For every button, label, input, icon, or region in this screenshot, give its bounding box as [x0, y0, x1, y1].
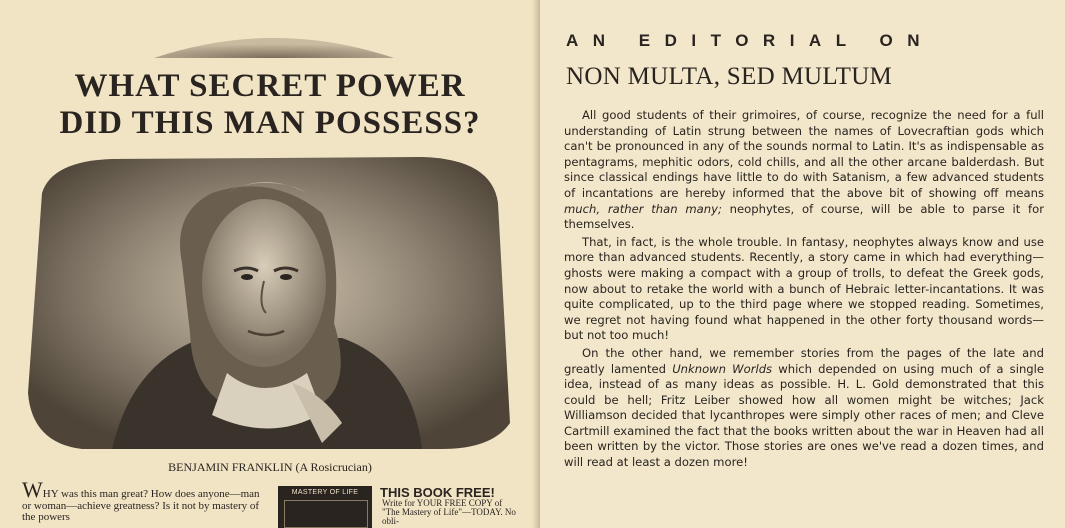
paragraph-2-text-a: That, in fact, is the whole trouble. In fantasy, neophytes always know and use more than advanced students. Recently, a story came in which had everything—ghosts were making a compact with a group of trolls, to defeat the Greek gods, now about to retake the world with a bunch of Hebraic letter-incantations. It was quite complicated, up to the third page where we stopped reading. Sometimes, we regret not having found what happened in the other forty thousand words—but not too much!: [564, 234, 1044, 343]
paragraph-3-text-a: On the other hand, we remember stories from the pages of the late and greatly lamented: [564, 345, 1044, 376]
free-book-offer-text: Write for YOUR FREE COPY of "The Mastery of Life"—TODAY. No obli-: [382, 498, 516, 526]
book-cover-label: MASTERY OF LIFE: [291, 489, 359, 496]
free-book-title: THIS BOOK FREE!: [380, 485, 495, 500]
editorial-kicker: AN EDITORIAL ON: [566, 31, 934, 50]
paragraph-1: [564, 108, 1044, 233]
paragraph-1-emphasis: much, rather than many;: [564, 201, 722, 216]
headline-line-2: DID THIS MAN POSSESS?: [59, 105, 481, 141]
paragraph-3-emphasis: Unknown Worlds: [672, 361, 773, 376]
benjamin-franklin-portrait-icon: [22, 153, 512, 451]
ad-body-copy: HY was this man great? How does anyone—man or woman—achieve greatness? Is it not by mastery of the powers: [22, 488, 260, 523]
editorial-title: NON MULTA, SED MULTUM: [566, 63, 893, 90]
ad-body-text: [22, 477, 262, 524]
headline-line-1: WHAT SECRET POWER: [74, 68, 466, 104]
drop-cap: W: [22, 477, 43, 502]
paragraph-1-text-a: All good students of their grimoires, of course, recognize the need for a full understanding of Latin strung between the names of Lovecraftian gods which can't be pronounced in any of the sounds normal to Latin. It's as indispensable as pentagrams, mephitic odors, cold chills, and all the other arcane balderdash. But since classical endings have little to do with Satanism, a few advanced students of incantations are hereby informed that the above bit of showing off means: [564, 108, 1044, 200]
decorative-arc-icon: [152, 22, 396, 62]
book-cover-art-icon: [284, 500, 368, 528]
portrait-caption: BENJAMIN FRANKLIN (A Rosicrucian): [168, 460, 372, 474]
mastery-of-life-book-cover: [278, 486, 372, 528]
paragraph-2: [564, 235, 1044, 344]
editorial-body: [564, 108, 1044, 473]
ad-headline: [20, 68, 520, 142]
paragraph-3-text-b: which depended on using much of a single idea, instead of as many ideas as possible. H. L. Gold demonstrated that this could be hell; Fritz Leiber showed how all women might be witches; Jack Williamson decided that lycanthropes were simply other races of men; and Cleve Cartmill examined the fact that the books written about the war in Heaven had all been written by the victor. Those stories are ones we've read a dozen times, and will read at least a dozen more!: [564, 361, 1045, 470]
paragraph-3: [564, 346, 1044, 471]
paragraph-1-text-b: neophytes, of course, will be able to parse it for themselves.: [564, 201, 1044, 232]
